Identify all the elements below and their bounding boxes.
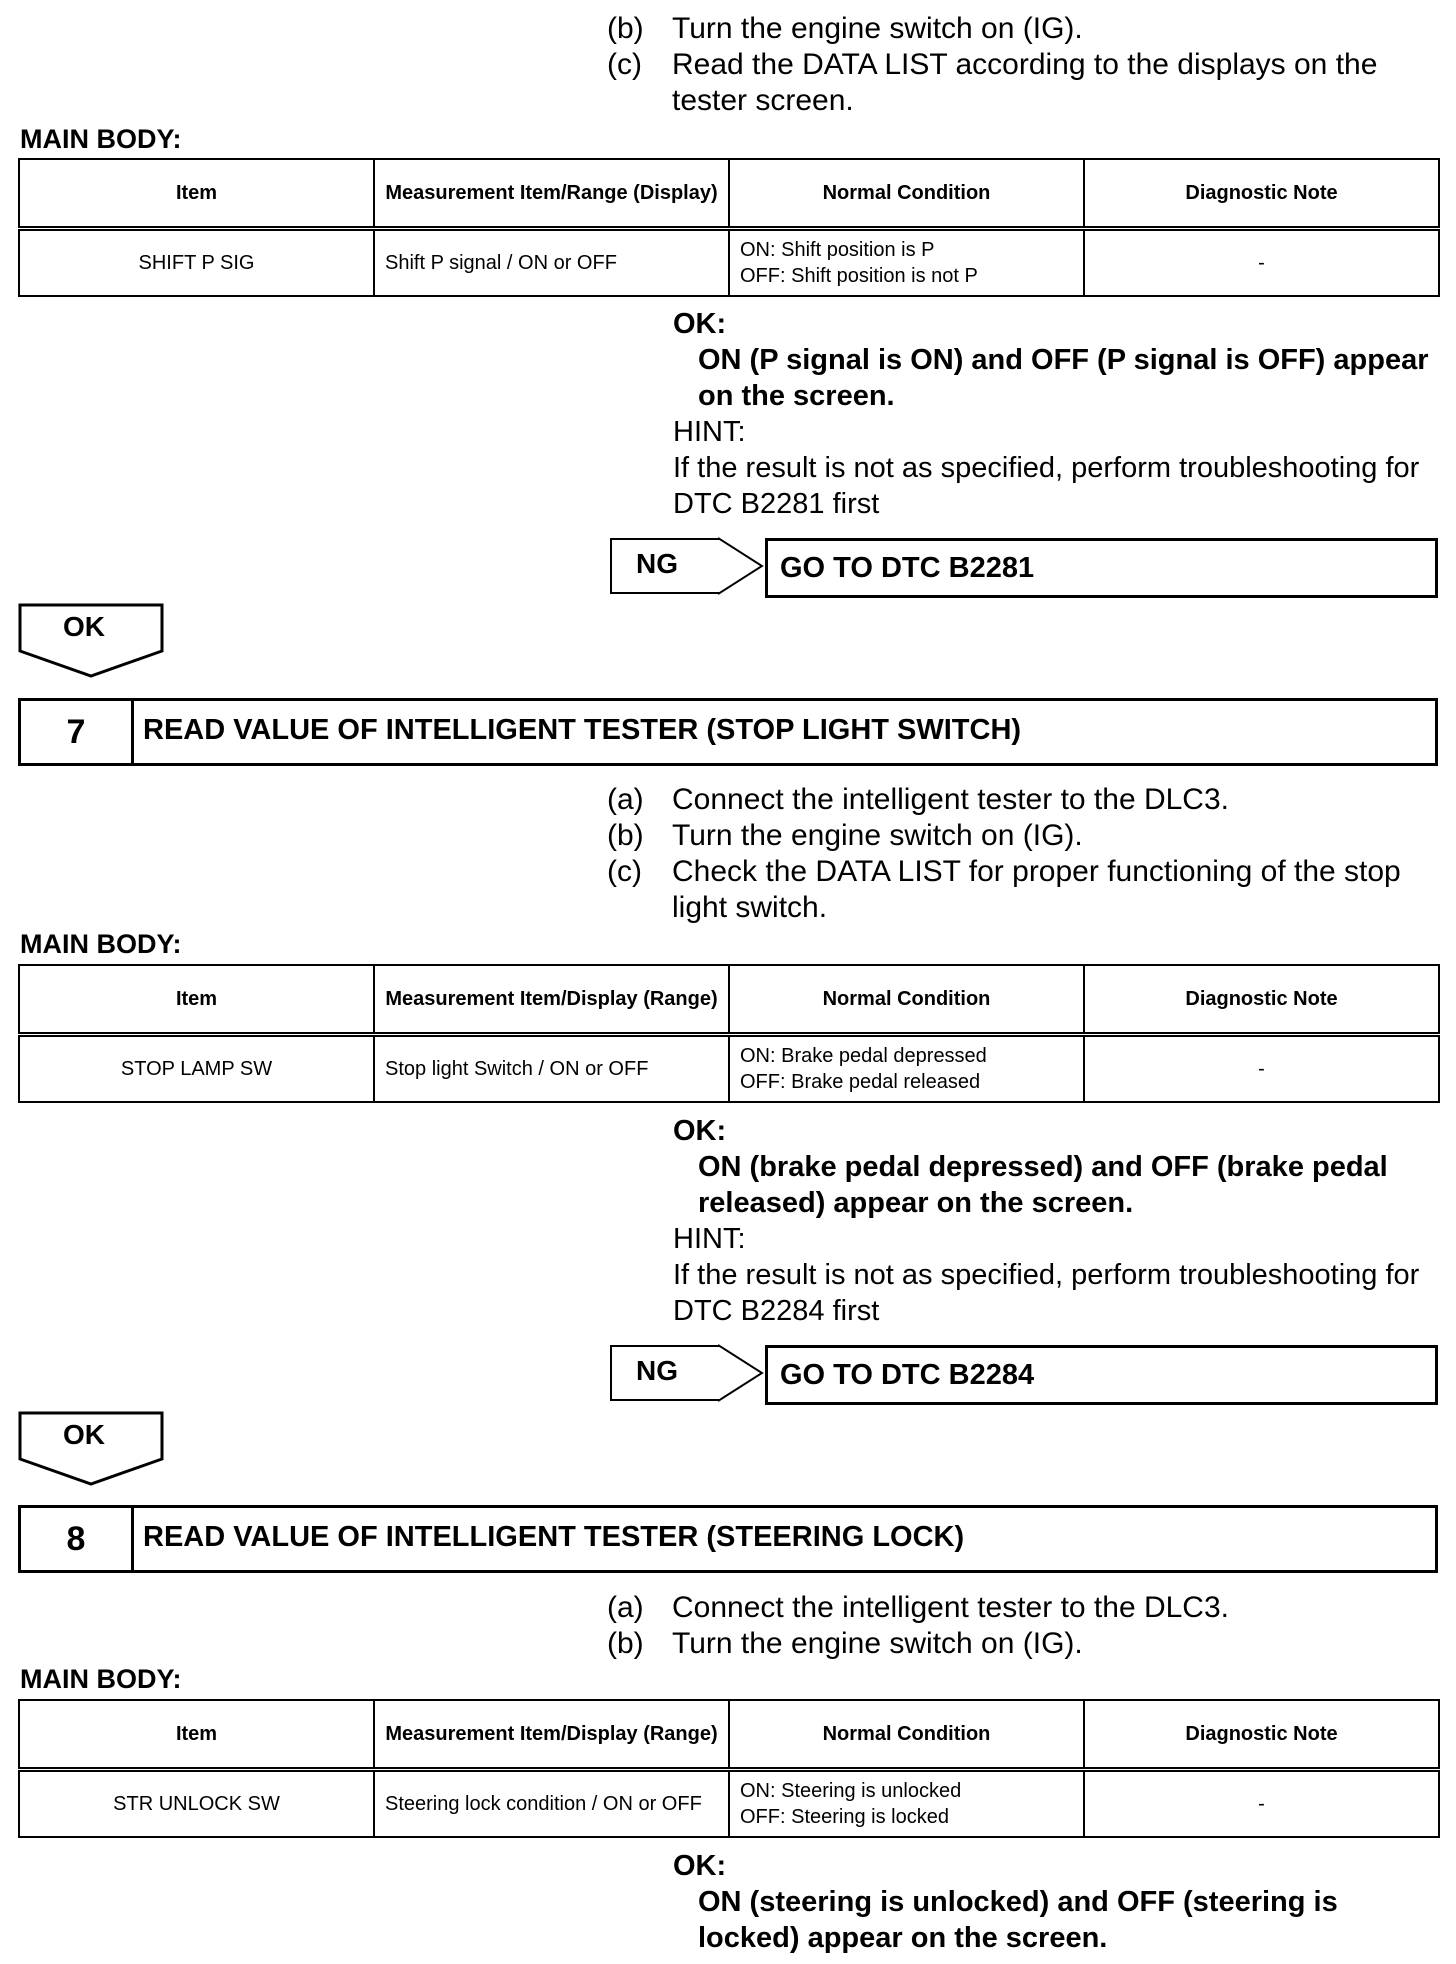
goto-box[interactable]	[765, 538, 1438, 598]
main-body-label: MAIN BODY:	[20, 929, 182, 959]
ok-spec-block	[673, 306, 1433, 522]
col-header-note: Diagnostic Note	[1084, 965, 1439, 1035]
step-label: (b)	[607, 819, 644, 852]
cell-measurement: Shift P signal / ON or OFF	[374, 229, 729, 297]
data-list-table	[18, 964, 1440, 1103]
cell-note: -	[1084, 229, 1439, 297]
step-text: Turn the engine switch on (IG).	[672, 819, 1083, 852]
step-text: Connect the intelligent tester to the DLC3.	[672, 1591, 1229, 1624]
ng-arrow-icon	[718, 1343, 764, 1403]
cell-item: STOP LAMP SW	[19, 1035, 374, 1103]
ng-arrow-icon	[718, 536, 764, 596]
ok-spec-block	[673, 1848, 1433, 1956]
table-header-row	[19, 159, 1439, 229]
cell-measurement: Stop light Switch / ON or OFF	[374, 1035, 729, 1103]
col-header-measurement: Measurement Item/Range (Display)	[374, 159, 729, 229]
ok-spec-block	[673, 1113, 1433, 1329]
step-text: Connect the intelligent tester to the DLC3.	[672, 783, 1229, 816]
ng-box	[610, 538, 720, 594]
cell-measurement: Steering lock condition / ON or OFF	[374, 1770, 729, 1838]
hint-label: HINT:	[673, 1223, 746, 1255]
step-title: READ VALUE OF INTELLIGENT TESTER (STOP LIGHT SWITCH)	[143, 714, 1022, 746]
step-header-8	[18, 1505, 1438, 1573]
normal-off: OFF: Shift position is not P	[740, 265, 978, 287]
cell-normal	[729, 1770, 1084, 1838]
ok-spec: ON (steering is unlocked) and OFF (steering is locked) appear on the screen.	[698, 1886, 1338, 1954]
hint-text: If the result is not as specified, perform troubleshooting for DTC B2281 first	[673, 452, 1420, 520]
col-header-normal: Normal Condition	[729, 1700, 1084, 1770]
col-header-item: Item	[19, 1700, 374, 1770]
step-title: READ VALUE OF INTELLIGENT TESTER (STEERING LOCK)	[143, 1521, 965, 1553]
hint-text: If the result is not as specified, perform troubleshooting for DTC B2284 first	[673, 1259, 1420, 1327]
cell-normal	[729, 229, 1084, 297]
cell-item: SHIFT P SIG	[19, 229, 374, 297]
col-header-note: Diagnostic Note	[1084, 159, 1439, 229]
hint-label: HINT:	[673, 416, 746, 448]
col-header-normal: Normal Condition	[729, 965, 1084, 1035]
ok-arrow-label: OK	[63, 611, 105, 642]
ok-arrow-label: OK	[63, 1419, 105, 1450]
step-header-7	[18, 698, 1438, 766]
goto-box[interactable]	[765, 1345, 1438, 1405]
col-header-measurement: Measurement Item/Display (Range)	[374, 965, 729, 1035]
cell-item: STR UNLOCK SW	[19, 1770, 374, 1838]
ng-box	[610, 1345, 720, 1401]
normal-on: ON: Brake pedal depressed	[740, 1045, 987, 1067]
normal-off: OFF: Steering is locked	[740, 1806, 949, 1828]
step-number: 7	[21, 701, 134, 763]
ok-title: OK:	[673, 1850, 727, 1882]
ok-arrow	[18, 603, 164, 679]
step-label: (a)	[607, 1591, 644, 1624]
table-row	[19, 1035, 1439, 1103]
col-header-item: Item	[19, 965, 374, 1035]
col-header-note: Diagnostic Note	[1084, 1700, 1439, 1770]
normal-off: OFF: Brake pedal released	[740, 1071, 981, 1093]
table-header-row	[19, 1700, 1439, 1770]
step-text: Read the DATA LIST according to the displays on the tester screen.	[672, 48, 1378, 117]
ok-title: OK:	[673, 308, 727, 340]
table-row	[19, 1770, 1439, 1838]
goto-text: GO TO DTC B2281	[780, 552, 1035, 584]
table-header-row	[19, 965, 1439, 1035]
data-list-table	[18, 1699, 1440, 1838]
cell-note: -	[1084, 1035, 1439, 1103]
ok-spec: ON (P signal is ON) and OFF (P signal is OFF) appear on the screen.	[698, 344, 1429, 412]
ok-title: OK:	[673, 1115, 727, 1147]
step-label: (b)	[607, 1627, 644, 1660]
main-body-label: MAIN BODY:	[20, 124, 182, 154]
cell-note: -	[1084, 1770, 1439, 1838]
col-header-normal: Normal Condition	[729, 159, 1084, 229]
main-body-label: MAIN BODY:	[20, 1664, 182, 1694]
ng-label: NG	[636, 1355, 678, 1386]
step-number: 8	[21, 1508, 134, 1570]
step-text: Turn the engine switch on (IG).	[672, 12, 1083, 45]
goto-text: GO TO DTC B2284	[780, 1359, 1035, 1391]
data-list-table	[18, 158, 1440, 297]
ng-label: NG	[636, 548, 678, 579]
step-label: (b)	[607, 12, 644, 45]
step-label: (c)	[607, 855, 642, 888]
col-header-item: Item	[19, 159, 374, 229]
step-text: Turn the engine switch on (IG).	[672, 1627, 1083, 1660]
normal-on: ON: Steering is unlocked	[740, 1780, 962, 1802]
step-label: (c)	[607, 48, 642, 81]
ok-arrow	[18, 1411, 164, 1487]
step-text: Check the DATA LIST for proper functioning of the stop light switch.	[672, 855, 1401, 924]
col-header-measurement: Measurement Item/Display (Range)	[374, 1700, 729, 1770]
ok-spec: ON (brake pedal depressed) and OFF (brake pedal released) appear on the screen.	[698, 1151, 1388, 1219]
normal-on: ON: Shift position is P	[740, 239, 935, 261]
table-row	[19, 229, 1439, 297]
cell-normal	[729, 1035, 1084, 1103]
step-label: (a)	[607, 783, 644, 816]
